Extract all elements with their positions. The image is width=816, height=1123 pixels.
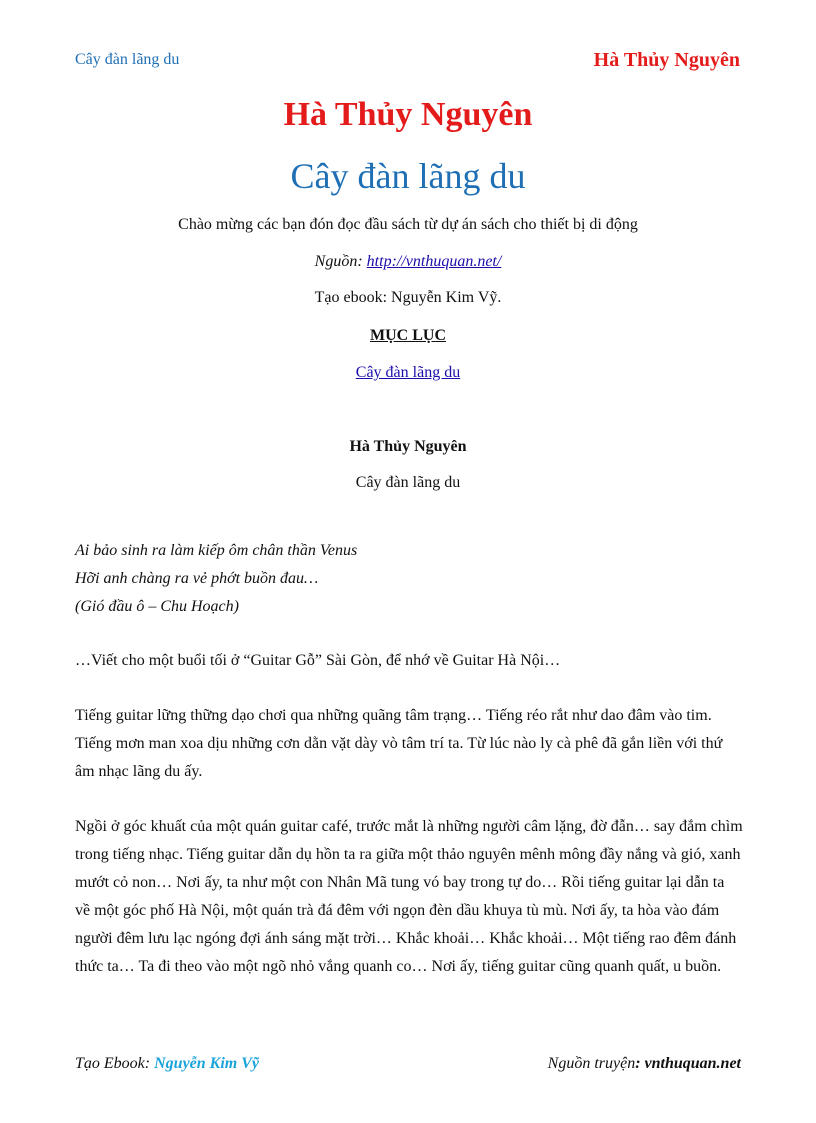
source-label: Nguồn:: [314, 253, 367, 270]
header-author: Hà Thủy Nguyên: [593, 49, 740, 71]
paragraph: Tiếng guitar lững thững dạo chơi qua những quãng tâm trạng… Tiếng réo rắt như dao đâm vào tim. Tiếng mơn man xoa dịu những cơn dằn vặt dày vò tâm trí ta. Từ lúc nào ly cà phê đã gắn liền với thứ âm nhạc lãng du ấy.: [75, 707, 723, 780]
epigraph-line: Hỡi anh chàng ra vẻ phớt buồn đau…: [75, 570, 319, 587]
toc-heading: MỤC LỤC: [370, 327, 446, 344]
chapter-title: Cây đàn lãng du: [355, 474, 461, 491]
footer-creator-name: Nguyễn Kim Vỹ: [154, 1055, 259, 1072]
footer-creator-label: Tạo Ebook: [75, 1055, 145, 1072]
footer-separator: :: [635, 1055, 645, 1072]
source-line: [0, 253, 816, 271]
epigraph: [75, 537, 357, 621]
header-book-title: Cây đàn lãng du: [75, 51, 180, 68]
footer-source: [548, 1055, 741, 1073]
footer-source-label: Nguồn truyện: [547, 1055, 636, 1072]
epigraph-line: Ai bảo sinh ra làm kiếp ôm chân thần Venus: [75, 542, 358, 559]
chapter-author: Hà Thủy Nguyên: [349, 438, 467, 455]
footer-creator: [75, 1055, 259, 1073]
paragraph: Ngồi ở góc khuất của một quán guitar café, trước mắt là những người câm lặng, đờ đẫn… say đắm chìm trong tiếng nhạc. Tiếng guitar dẫn dụ hồn ta ra giữa một thảo nguyên mênh mông đầy nắng và gió, xanh mướt cỏ non… Nơi ấy, ta như một con Nhân Mã tung vó bay trong tự do… Rồi tiếng guitar lại dẫn ta về một góc phố Hà Nội, một quán trà đá đêm với ngọn đèn dầu khuya tù mù. Nơi ấy, ta hòa vào đám người đêm lưu lạc ngóng đợi ánh sáng mặt trời… Khắc khoải… Khắc khoải… Một tiếng rao đêm đánh thức ta… Ta đi theo vào một ngõ nhỏ vắng quanh co… Nơi ấy, tiếng guitar cũng quanh quất, u buồn.: [75, 818, 743, 975]
footer-separator: :: [144, 1055, 155, 1072]
paragraph: …Viết cho một buổi tối ở “Guitar Gỗ” Sài Gòn, để nhớ về Guitar Hà Nội…: [75, 652, 561, 669]
epigraph-attribution: (Gió đầu ô – Chu Hoạch): [75, 598, 239, 615]
toc-link-chapter[interactable]: Cây đàn lãng du: [355, 364, 461, 381]
ebook-creator: Tạo ebook: Nguyễn Kim Vỹ.: [314, 289, 502, 306]
cover-author: Hà Thủy Nguyên: [283, 96, 533, 133]
cover-title: Cây đàn lãng du: [290, 156, 526, 196]
footer-source-site: vnthuquan.net: [644, 1055, 741, 1072]
welcome-text: Chào mừng các bạn đón đọc đầu sách từ dự án sách cho thiết bị di động: [178, 216, 638, 233]
source-link[interactable]: http://vnthuquan.net/: [366, 253, 502, 270]
